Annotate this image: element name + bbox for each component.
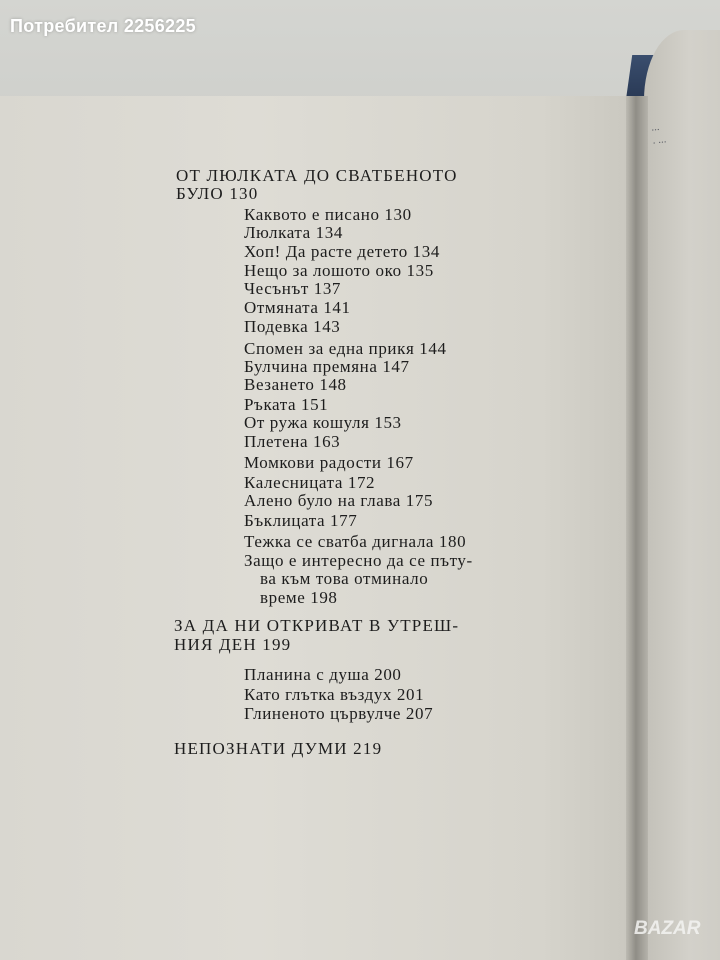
toc-entry: Алено було на глава 175 xyxy=(244,491,434,510)
section-heading: ЗА ДА НИ ОТКРИВАТ В УТРЕШ- xyxy=(174,616,460,635)
section-heading: НИЯ ДЕН 199 xyxy=(174,635,292,654)
toc-entry: Чесънът 137 xyxy=(244,279,342,298)
toc-entry: Като глътка въздух 201 xyxy=(244,685,425,704)
toc-entry: Хоп! Да расте детето 134 xyxy=(244,242,440,261)
toc-entry: От ружа кошуля 153 xyxy=(244,413,402,432)
toc-entry: Момкови радости 167 xyxy=(244,453,414,472)
toc-entry: Бъклицата 177 xyxy=(244,511,358,530)
toc-entry: Глиненото цървулче 207 xyxy=(244,704,434,723)
toc-entry: Булчина премяна 147 xyxy=(244,357,410,376)
toc-entry: Подевка 143 xyxy=(244,317,341,336)
toc-entry: Отмяната 141 xyxy=(244,298,351,317)
bazar-logo: BAZAR xyxy=(634,918,701,939)
section-heading: БУЛО 130 xyxy=(176,184,259,203)
toc-entry: Нещо за лошото око 135 xyxy=(244,261,434,280)
toc-entry: Планина с душа 200 xyxy=(244,665,402,684)
right-page-text-line: ... xyxy=(650,120,661,134)
section-heading: НЕПОЗНАТИ ДУМИ 219 xyxy=(174,739,383,758)
section-heading: ОТ ЛЮЛКАТА ДО СВАТБЕНОТО xyxy=(176,166,458,185)
toc-entry: Тежка се сватба дигнала 180 xyxy=(244,532,467,551)
toc-entry: Люлката 134 xyxy=(244,223,343,242)
toc-entry: Каквото е писано 130 xyxy=(244,205,412,224)
toc-entry: ва към това отминало xyxy=(260,569,429,588)
toc-entry: Ръката 151 xyxy=(244,395,329,414)
toc-entry: Спомен за една прикя 144 xyxy=(244,339,447,358)
toc-entry: време 198 xyxy=(260,588,338,607)
toc-entry: Везането 148 xyxy=(244,375,347,394)
user-watermark: Потребител 2256225 xyxy=(10,16,196,36)
toc-entry: Калесницата 172 xyxy=(244,473,376,492)
toc-entry: Плетена 163 xyxy=(244,432,341,451)
toc-entry: Защо е интересно да се пъту- xyxy=(244,551,473,570)
right-page-text-line: . ... xyxy=(652,133,668,147)
